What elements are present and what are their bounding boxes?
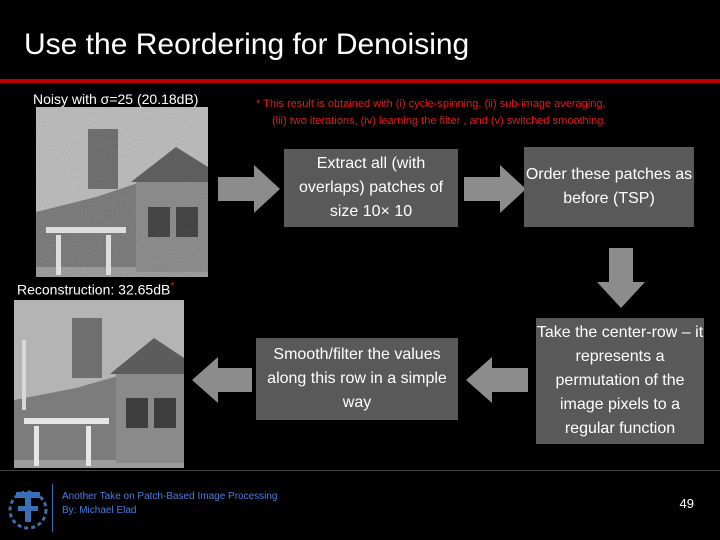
noisy-image-label: Noisy with σ=25 (20.18dB) bbox=[33, 91, 199, 107]
technion-logo-icon bbox=[6, 484, 50, 534]
reconstructed-house-image bbox=[14, 300, 184, 468]
right-arrow-icon bbox=[218, 165, 280, 213]
logo-divider bbox=[52, 484, 53, 532]
order-patches-box: Order these patches as before (TSP) bbox=[524, 147, 694, 227]
reconstruction-label: Reconstruction: 32.65dB* bbox=[17, 281, 175, 298]
title-underline bbox=[0, 79, 720, 83]
left-arrow-icon bbox=[192, 357, 252, 403]
page-number: 49 bbox=[679, 496, 694, 511]
left-arrow-icon bbox=[466, 357, 528, 403]
footnote-line-1: * This result is obtained with (i) cycle-spinning, (ii) sub-image averaging, bbox=[256, 98, 606, 110]
noisy-house-image bbox=[36, 107, 208, 277]
footer-divider bbox=[0, 470, 720, 471]
smooth-filter-box: Smooth/filter the values along this row in a simple way bbox=[256, 338, 458, 420]
footnote-line-2: (iii) two iterations, (iv) learning the filter , and (v) switched smoothing. bbox=[272, 115, 607, 127]
center-row-box: Take the center-row – it represents a permutation of the image pixels to a regular function bbox=[536, 318, 704, 444]
right-arrow-icon bbox=[464, 165, 526, 213]
slide-title: Use the Reordering for Denoising bbox=[24, 28, 470, 61]
footer-author: By: Michael Elad bbox=[62, 505, 137, 516]
down-arrow-icon bbox=[597, 248, 645, 308]
footer-title: Another Take on Patch-Based Image Processing bbox=[62, 491, 278, 502]
extract-patches-box: Extract all (with overlaps) patches of size 10× 10 bbox=[284, 149, 458, 227]
